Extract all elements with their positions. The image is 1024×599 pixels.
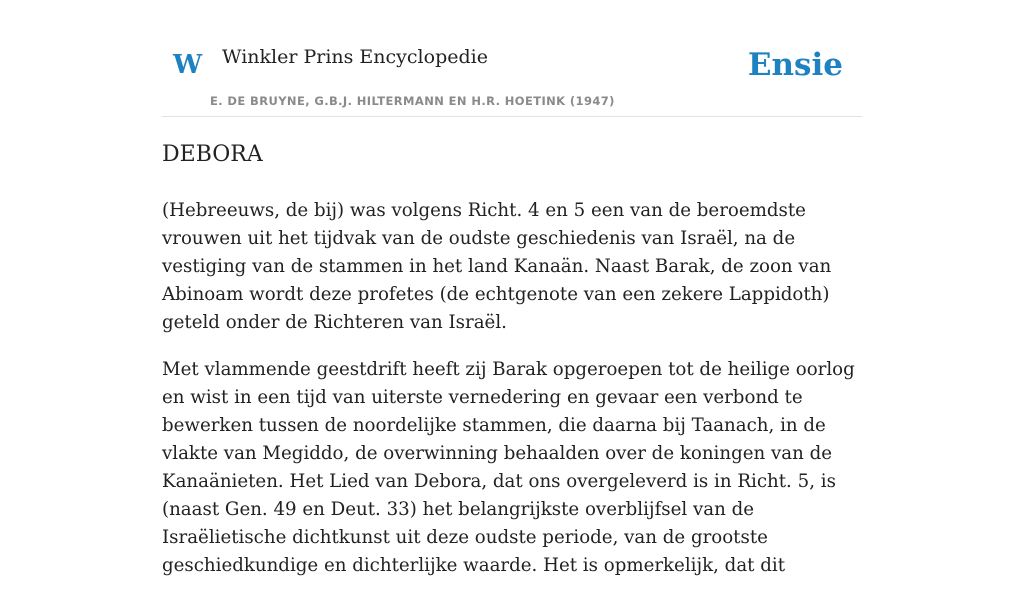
article — [162, 138, 862, 599]
publication-authors: E. DE BRUYNE, G.B.J. HILTERMANN EN H.R. HOETINK (1947) — [210, 94, 615, 108]
article-paragraph-1: (Hebreeuws, de bij) was volgens Richt. 4 en 5 een van de beroemdste vrouwen uit het tijdvak van de oudste geschiedenis van Israël, na de vestiging van de stammen in het land Kanaän. Naast Barak, de zoon van Abinoam wordt deze profetes (de echtgenote van een zekere Lappidoth) geteld onder de Richteren van Israël. — [162, 200, 832, 333]
article-paragraph-2: Met vlammende geestdrift heeft zij Barak opgeroepen tot de heilige oorlog en wist in een tijd van uiterste vernedering en gevaar een verbond te bewerken tussen de noordelijke stammen, die daarna bij Taanach, in de vlakte van Megiddo, de overwinning behaalden over de koningen van de Kanaänieten. Het Lied van Debora, dat ons overgeleverd is in Richt. 5, is (naast Gen. 49 en Deut. 33) het belangrijkste overblijfsel van de Israëlietische dichtkunst uit deze oudste periode, van de grootste geschiedkundige en dichterlijke waarde. Het is opmerkelijk, dat dit — [162, 359, 855, 576]
publication-title-link[interactable]: Winkler Prins Encyclopedie — [222, 46, 488, 68]
encyclopedia-header — [162, 0, 862, 117]
article-title: DEBORA — [162, 142, 263, 167]
ensie-logo-link[interactable]: Ensie — [747, 47, 843, 83]
winkler-prins-logo-icon[interactable]: W — [173, 50, 203, 80]
